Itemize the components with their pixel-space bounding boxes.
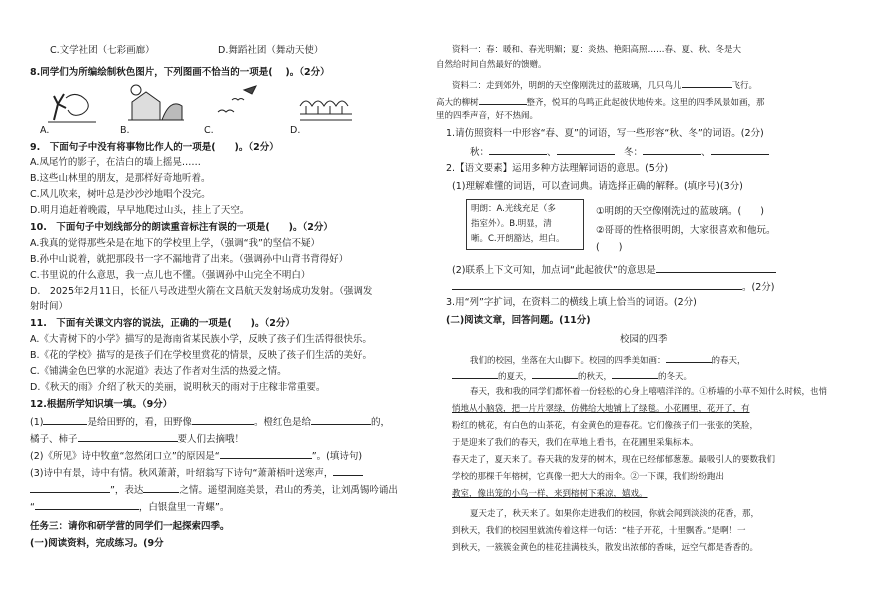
para-text: 的冬天。 <box>658 372 693 382</box>
q12-part1-label: (1) <box>30 417 44 428</box>
r-q1-answers: 秋： 、 冬： 、 <box>470 144 769 159</box>
material-2-text: 高大的柳树 <box>436 98 479 108</box>
q12-blank-5[interactable] <box>220 448 312 459</box>
q12-text: ，白银盘里一青螺”。 <box>138 502 230 513</box>
season-blank-2[interactable] <box>452 368 498 379</box>
q8-option-a[interactable]: A. <box>40 125 50 136</box>
lotus-pond-picture <box>296 84 356 124</box>
sentence-2-answer[interactable]: ( ) <box>596 242 623 253</box>
question-9: 9. 下面句子中没有将事物比作人的一项是( )。（2分） <box>30 142 279 153</box>
q9-option-d[interactable]: D.明月追赶着晚霞，早早地爬过山头，挂上了天空。 <box>30 205 250 216</box>
q12-blank-3[interactable] <box>311 414 371 425</box>
para-3-line-1: 春天走了，夏天来了。春天栽的发芽的树木，现在已经郁郁葱葱。最吸引人的要数我们 <box>452 455 776 465</box>
q9-option-a[interactable]: A.凤尾竹的影子，在洁白的墙上摇晃…… <box>30 157 201 168</box>
q10-option-b[interactable]: B.孙中山说着，就把那段书一字不漏地背了出来。（强调孙中山背书背得好） <box>30 254 349 265</box>
q12-text: 是给田野的，看，田野像 <box>87 417 192 428</box>
q12-line-3 <box>30 448 362 463</box>
material-2-line3: 里的四季声音，好不热闹。 <box>436 111 539 121</box>
para-4-line-2: 到秋天，我们的校园里就流传着这样一句话：“桂子开花，十里飘香。”是啊！一 <box>452 526 746 536</box>
para-2-line-3: 粉红的桃花，有白色的山茶花，有金黄色的迎春花。它们像孩子们一张张的笑脸， <box>452 421 759 431</box>
q9-option-b[interactable]: B.这些山林里的朋友，是那样好奇地听着。 <box>30 173 211 184</box>
para-3-line-2: 学校的那棵千年榕树，它真像一把大大的雨伞。②一下课，我们纷纷跑出 <box>452 472 725 482</box>
q12-text: 。橙红色是给 <box>253 417 311 428</box>
article-title: 校园的四季 <box>620 334 668 345</box>
q2-2-blank-2[interactable] <box>452 279 742 290</box>
q12-text: 之情。遥望洞庭美景，君山的秀美，让刘禹锡吟诵出 <box>179 485 398 496</box>
q12-line-5 <box>30 482 398 497</box>
q12-line-6 <box>30 499 229 514</box>
dictionary-line-1: 明朗：A.光线充足（多 <box>471 204 556 214</box>
para-2-line-1: 春天，我和我的同学们都怀着一份轻松的心身上嘻嘻洋洋的。①桥墙的小草不知什么时候，也悄 <box>470 387 828 397</box>
q10-option-a[interactable]: A.我真的觉得那些朵是在地下的学校里上学，（强调“我”的坚信不疑） <box>30 238 320 249</box>
q12-blank-7[interactable] <box>30 482 110 493</box>
sentence-1[interactable]: ①明朗的天空像刚洗过的蓝玻璃。( ) <box>596 206 764 217</box>
section-1-heading: (一)阅读资料，完成练习。(9分 <box>30 538 164 549</box>
material-2-text: 飞行。 <box>731 81 758 91</box>
q10-option-d-cont: 射时间） <box>30 301 69 312</box>
q2-2-blank[interactable] <box>656 262 776 273</box>
winter-blank-2[interactable] <box>711 144 769 155</box>
q12-blank-6[interactable] <box>333 465 363 476</box>
q12-text: (3)诗中有景，诗中有情。秋风萧萧，叶绍翁写下诗句“萧萧梧叶送寒声， <box>30 468 334 479</box>
q9-option-c[interactable]: C.风儿吹来，树叶总是沙沙沙地唱个没完。 <box>30 189 211 200</box>
q8-option-d-label[interactable]: D. <box>290 125 301 136</box>
q12-text: 要人们去摘哦！ <box>177 434 245 445</box>
question-12: 12.根据所学知识填一填。（9分） <box>30 399 173 410</box>
q10-option-c[interactable]: C.书里说的什么意思，我一点儿也不懂。（强调孙中山完全不明白） <box>30 270 311 281</box>
para-1-line-2 <box>452 368 692 384</box>
para-4-line-3: 到秋天，一簇簇金黄色的桂花挂满枝头，散发出浓郁的香味，远空气都是香香的。 <box>452 543 759 553</box>
r-question-2-1: (1)理解难懂的词语，可以查词典。请选择正确的解释。(填序号)(3分) <box>452 181 743 192</box>
q12-line-2 <box>30 431 244 446</box>
q11-option-d[interactable]: D.《秋天的雨》介绍了秋天的美丽，说明秋天的雨对于庄稼非常重要。 <box>30 382 326 393</box>
q12-text: ”，表达 <box>110 485 144 496</box>
q12-text: (2)《所见》诗中牧童“忽然闭口立”的原因是“ <box>30 451 220 462</box>
q12-blank-1[interactable] <box>43 414 87 425</box>
q12-line-1 <box>30 414 390 429</box>
q12-blank-4[interactable] <box>78 431 178 442</box>
question-10: 10. 下面句子中划线部分的朗读重音标注有误的一项是( )。（2分） <box>30 222 333 233</box>
material-2-text: 资料二：走到郊外，明朗的天空像刚洗过的蓝玻璃，几只鸟儿 <box>452 81 682 91</box>
harvest-house-picture <box>126 82 186 122</box>
autumn-tree-picture <box>46 84 98 124</box>
q12-text: 橘子、柿子 <box>30 434 78 445</box>
material-2-blank-1[interactable] <box>682 77 732 88</box>
q2-2-score: 。(2分) <box>742 282 775 293</box>
material-2 <box>452 77 757 93</box>
question-8: 8.同学们为所编绘制秋色图片，下列图画不恰当的一项是( )。（2分） <box>30 67 330 78</box>
q7-option-d[interactable]: D.舞蹈社团（舞动天使） <box>218 45 324 56</box>
r-question-2: 2.【语文要素】运用多种方法理解词语的意思。(5分) <box>446 163 669 174</box>
q8-option-b[interactable]: B. <box>120 125 130 136</box>
winter-blank-1[interactable] <box>643 144 701 155</box>
para-text: 的夏天， <box>498 372 533 382</box>
q2-2-text: (2)联系上下文可知，加点词“此起彼伏”的意思是 <box>452 265 656 276</box>
q11-option-c[interactable]: C.《铺满金色巴掌的水泥道》表达了作者对生活的热爱之情。 <box>30 366 287 377</box>
migrating-birds-picture <box>212 82 264 122</box>
question-11: 11. 下面有关课文内容的说法，正确的一项是( )。（2分） <box>30 318 295 329</box>
dictionary-line-2: 指室外）。B.明显，清 <box>471 219 552 229</box>
q11-option-b[interactable]: B.《花的学校》描写的是孩子们在学校里赏花的情景，反映了孩子们生活的美好。 <box>30 350 373 361</box>
para-4-line-1: 夏天走了，秋天来了。如果你走进我们的校园，你就会闻到淡淡的花香，那， <box>470 509 760 519</box>
q11-option-a[interactable]: A.《大青树下的小学》描写的是海南省某民族小学，反映了孩子们生活得很快乐。 <box>30 334 372 345</box>
r-question-2-2-line2 <box>452 279 774 294</box>
material-1-cont: 自然给时间自然最好的馈赠。 <box>436 60 547 70</box>
q7-option-c[interactable]: C.文学社团（七彩画廊） <box>50 45 155 56</box>
section-2-heading: (二)阅读文章，回答问题。(11分) <box>446 315 591 326</box>
autumn-blank-2[interactable] <box>557 144 615 155</box>
para-2-line-2: 悄地从小脑袋，把一片片翠绿，仿佛给大地铺上了绿毯。小花圃里，花开了，有 <box>452 404 750 414</box>
q10-option-d[interactable]: D. 2025年2月11日，长征八号改进型火箭在文昌航天发射场成功发射。（强调发 <box>30 286 373 297</box>
para-1-line-1 <box>470 352 746 368</box>
q12-blank-9[interactable] <box>35 499 139 510</box>
winter-label: 冬： <box>624 147 644 158</box>
para-text: 我们的校园，坐落在大山脚下。校园的四季美如画： <box>470 356 666 366</box>
q12-text: “ <box>30 502 35 513</box>
q12-blank-2[interactable] <box>192 414 254 425</box>
para-3-line-3: 教室，像出笼的小鸟一样，来到榕树下乘凉，嬉戏。 <box>452 489 648 499</box>
material-1: 资料一：春：暖和、春光明媚；夏：炎热、艳阳高照……春、夏、秋、冬是大 <box>452 45 742 55</box>
r-question-1: 1.请仿照资料一中形容“春、夏”的词语，写一些形容“秋、冬”的词语。(2分) <box>446 128 764 139</box>
task-3-heading: 任务三：请你和研学营的同学们一起探索四季。 <box>30 521 230 532</box>
para-text: 的秋天， <box>578 372 613 382</box>
q12-text: 的， <box>371 417 391 428</box>
autumn-blank-1[interactable] <box>489 144 547 155</box>
season-blank-1[interactable] <box>666 352 712 363</box>
material-2-line2 <box>436 94 765 110</box>
q12-text: ”。(填诗句) <box>311 451 363 462</box>
q8-option-c-label[interactable]: C. <box>204 125 214 136</box>
r-question-2-2 <box>452 262 776 277</box>
q12-blank-8[interactable] <box>143 482 179 493</box>
material-2-blank-2[interactable] <box>479 94 527 105</box>
season-blank-3[interactable] <box>532 368 578 379</box>
sentence-2[interactable]: ②哥哥的性格很明朗，大家很喜欢和他玩。 <box>596 225 776 236</box>
autumn-label: 秋： <box>470 147 490 158</box>
r-question-3: 3.用“列”字扩词，在资料二的横线上填上恰当的词语。(2分) <box>446 297 697 308</box>
para-text: 的春天， <box>711 356 746 366</box>
material-2-text: 整齐，悦耳的鸟鸣正此起彼伏地传来。这里的四季风景如画，那 <box>526 98 765 108</box>
q12-line-4 <box>30 465 363 480</box>
dictionary-line-3: 晰。C.开朗豁达，坦白。 <box>471 234 565 244</box>
para-2-line-4: 于是迎来了我们的春天，我们在草地上看书，在花圃里采集标本。 <box>452 438 699 448</box>
season-blank-4[interactable] <box>612 368 658 379</box>
